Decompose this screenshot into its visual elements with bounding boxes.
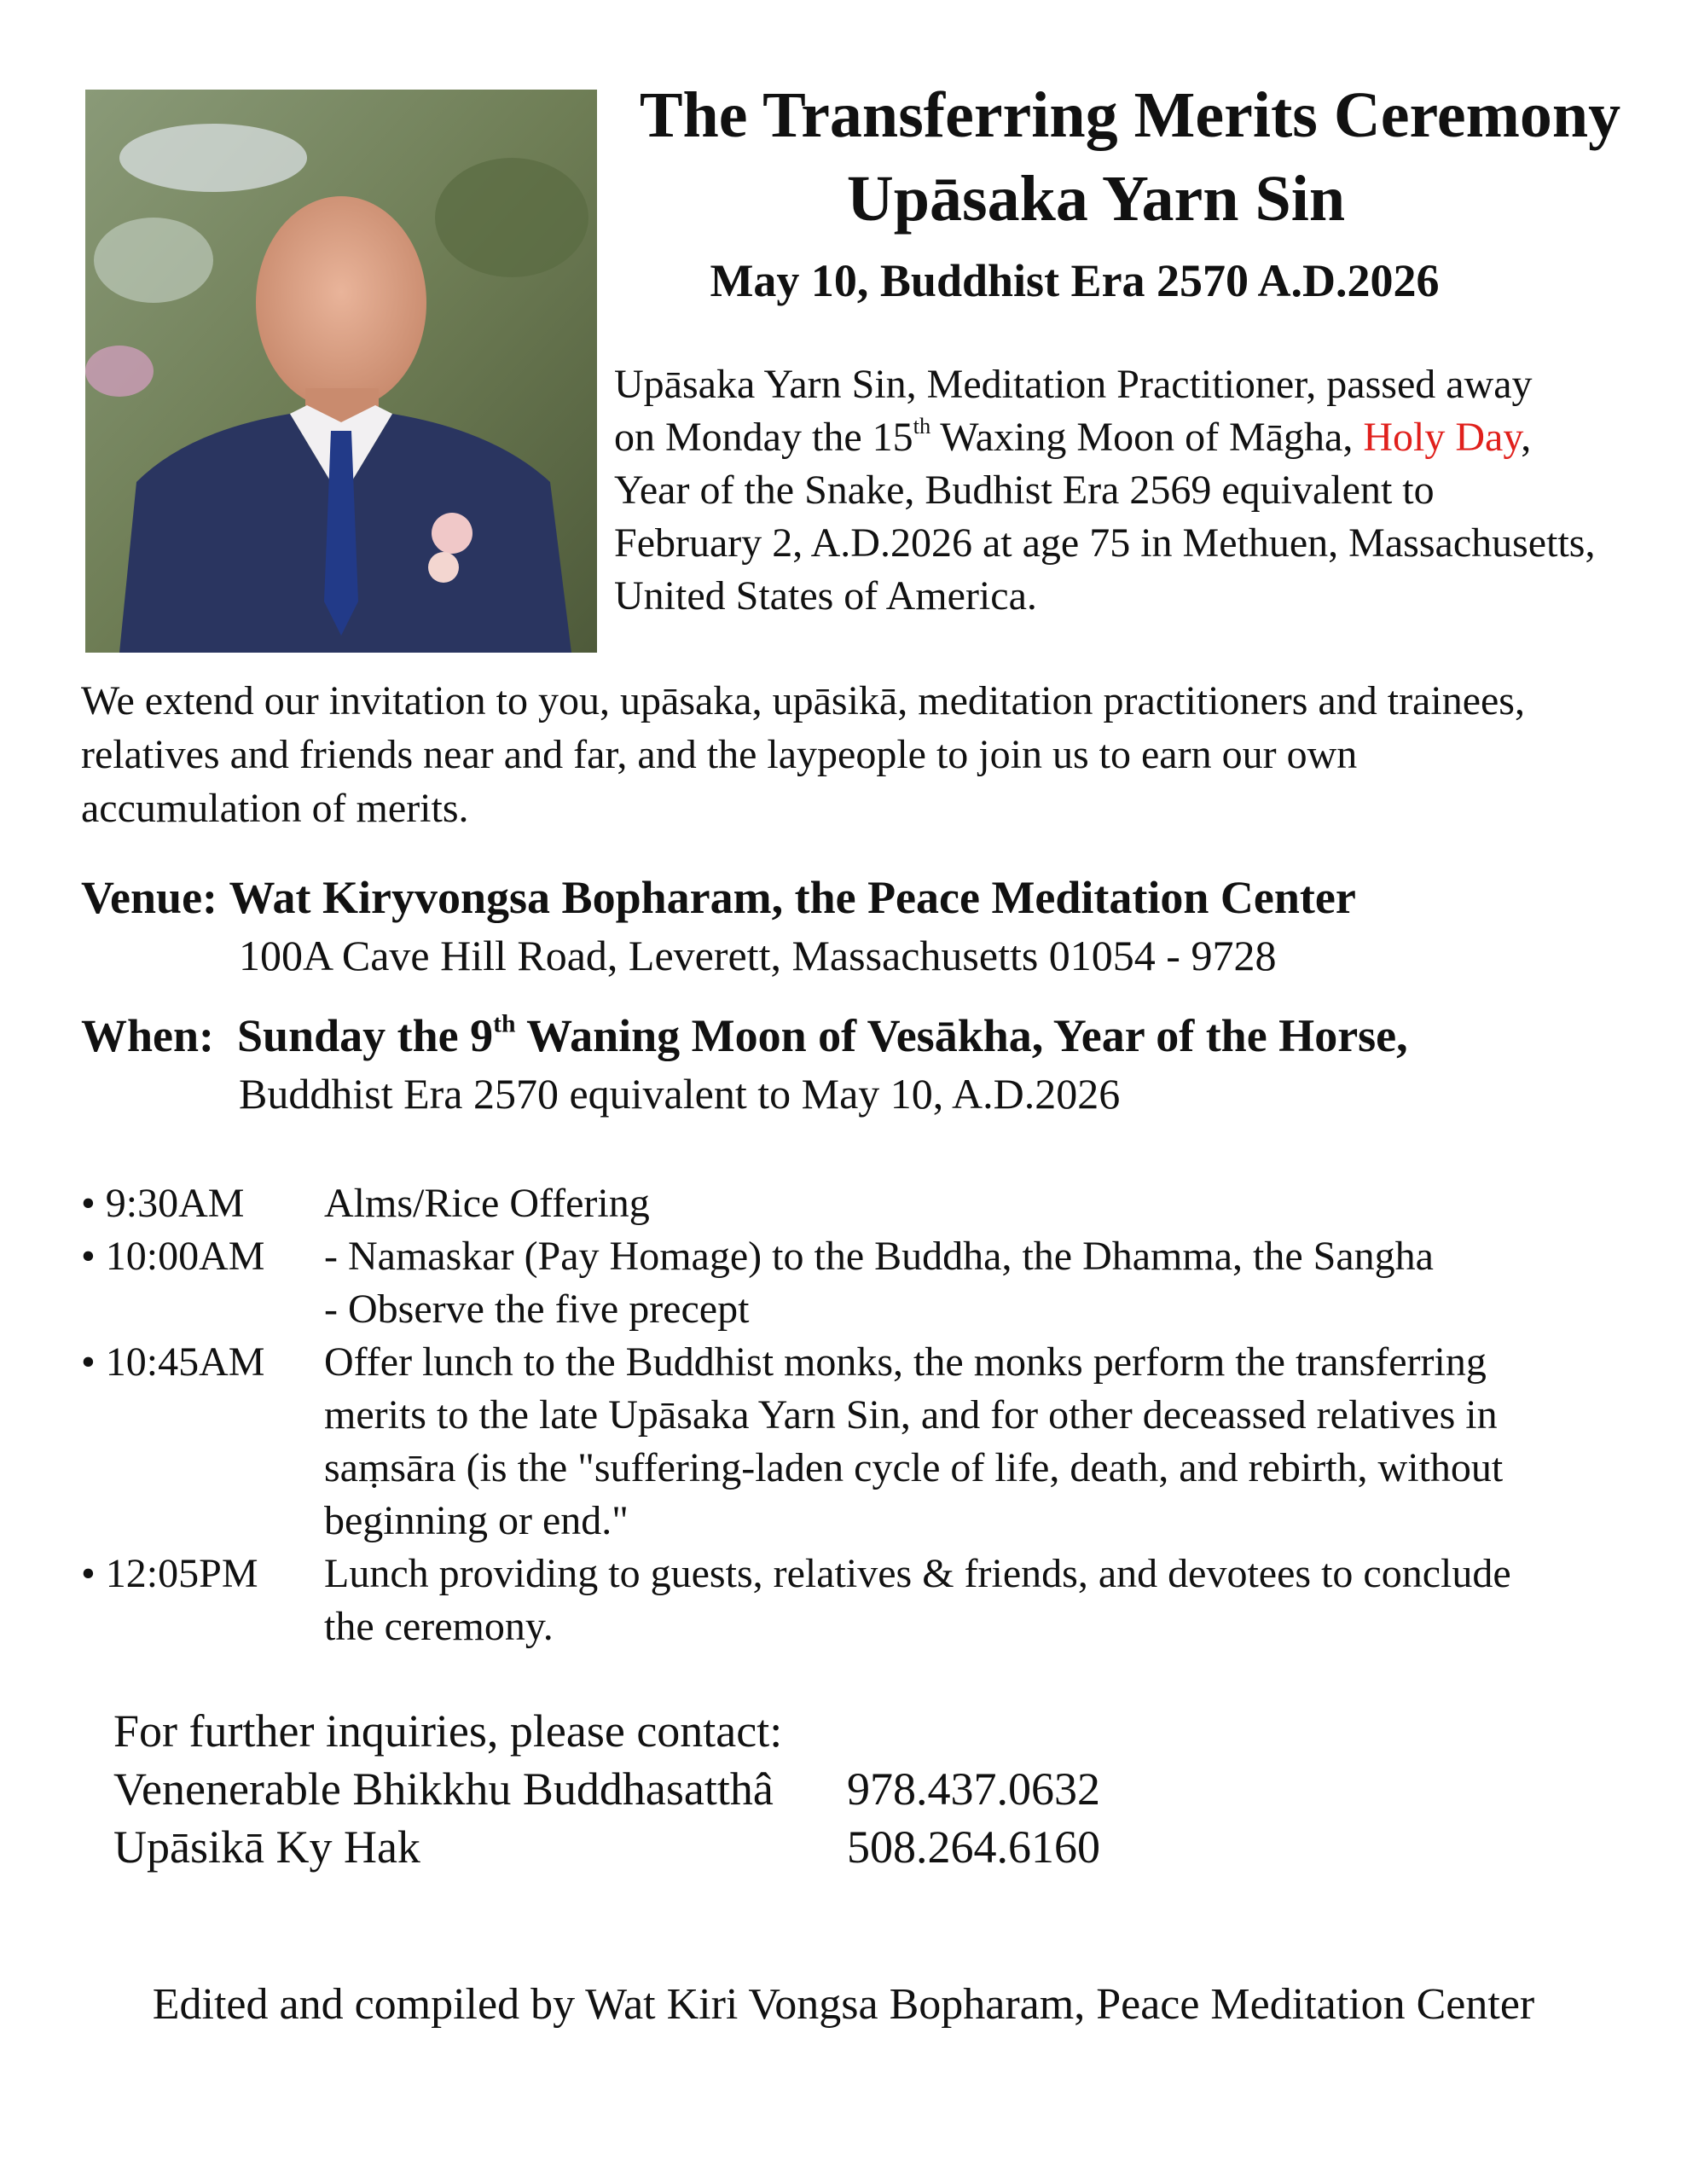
obituary-line: Year of the Snake, Budhist Era 2569 equivalent to (614, 468, 1435, 513)
schedule-line: Alms/Rice Offering (324, 1181, 650, 1226)
when-lunar-date (237, 1010, 1408, 1061)
portrait-photo (85, 90, 597, 653)
schedule-line: Lunch providing to guests, relatives & friends, and devotees to conclude (324, 1551, 1511, 1596)
invitation-paragraph (81, 674, 1667, 835)
invitation-line: accumulation of merits. (81, 786, 469, 831)
when-gregorian-date: Buddhist Era 2570 equivalent to May 10, A.D.2026 (239, 1070, 1121, 1118)
when-text: Waning Moon of Vesākha, Year of the Horse, (515, 1010, 1408, 1061)
schedule-line: merits to the late Upāsaka Yarn Sin, and for other deceassed relatives in (324, 1392, 1498, 1438)
holy-day-highlight: Holy Day (1363, 415, 1522, 460)
schedule-line: - Observe the five precept (324, 1287, 750, 1332)
schedule-time: • 10:45AM (81, 1339, 265, 1385)
obituary-text: on Monday the 15 (614, 415, 913, 460)
contact-phone[interactable]: 978.437.0632 (847, 1763, 1100, 1815)
obituary-paragraph (614, 358, 1680, 623)
contact-name: Venenerable Bhikkhu Buddhasatthâ (113, 1763, 774, 1815)
schedule-item (81, 1548, 1655, 1653)
footer-credit: Edited and compiled by Wat Kiri Vongsa Bopharam, Peace Meditation Center (152, 1980, 1535, 2029)
schedule-item (81, 1230, 1655, 1336)
obituary-line: February 2, A.D.2026 at age 75 in Methuen, Massachusetts, (614, 520, 1596, 566)
when-label: When: (81, 1010, 215, 1061)
contact-section (113, 1702, 1100, 1876)
ordinal-suffix: th (913, 413, 931, 439)
invitation-line: relatives and friends near and far, and the laypeople to join us to earn our own (81, 732, 1358, 777)
portrait-image (85, 90, 597, 653)
obituary-line (614, 411, 1680, 464)
obituary-text: , (1521, 415, 1532, 460)
schedule-list (81, 1177, 1655, 1653)
schedule-item (81, 1336, 1655, 1548)
schedule-line: - Namaskar (Pay Homage) to the Buddha, the Dhamma, the Sangha (324, 1234, 1434, 1279)
contact-row (113, 1818, 1100, 1876)
venue-address: 100A Cave Hill Road, Leverett, Massachusetts 01054 - 9728 (239, 932, 1277, 979)
deceased-name: Upāsaka Yarn Sin (846, 163, 1346, 235)
ceremony-title: The Transferring Merits Ceremony (639, 79, 1621, 151)
contact-phone[interactable]: 508.264.6160 (847, 1821, 1100, 1873)
obituary-text: Waxing Moon of Māgha, (930, 415, 1364, 460)
schedule-description (324, 1336, 1655, 1548)
schedule-line: beginning or end." (324, 1498, 629, 1543)
schedule-time: • 9:30AM (81, 1181, 245, 1226)
contact-row (113, 1760, 1100, 1818)
schedule-item (81, 1177, 1655, 1230)
schedule-description (324, 1548, 1655, 1653)
when-section (81, 1007, 1408, 1123)
schedule-time: • 10:00AM (81, 1234, 265, 1279)
schedule-line: the ceremony. (324, 1604, 554, 1649)
invitation-line: We extend our invitation to you, upāsaka, upāsikā, meditation practitioners and trainees, (81, 678, 1525, 723)
schedule-line: saṃsāra (is the "suffering-laden cycle of life, death, and rebirth, without (324, 1445, 1504, 1490)
when-text: Sunday the 9 (237, 1010, 494, 1061)
schedule-line: Offer lunch to the Buddhist monks, the monks perform the transferring (324, 1339, 1487, 1385)
obituary-line: United States of America. (614, 573, 1037, 619)
venue-name: Wat Kiryvongsa Bopharam, the Peace Meditation Center (229, 872, 1356, 923)
obituary-line: Upāsaka Yarn Sin, Meditation Practitioner, passed away (614, 362, 1533, 407)
ordinal-suffix: th (493, 1010, 516, 1038)
ceremony-date: May 10, Buddhist Era 2570 A.D.2026 (710, 255, 1440, 306)
schedule-time: • 12:05PM (81, 1551, 258, 1596)
contact-name: Upāsikā Ky Hak (113, 1821, 420, 1873)
contact-heading: For further inquiries, please contact: (113, 1705, 783, 1757)
schedule-description (324, 1177, 1655, 1230)
schedule-description (324, 1230, 1655, 1336)
venue-label: Venue: (81, 872, 218, 923)
venue-section (81, 868, 1356, 985)
